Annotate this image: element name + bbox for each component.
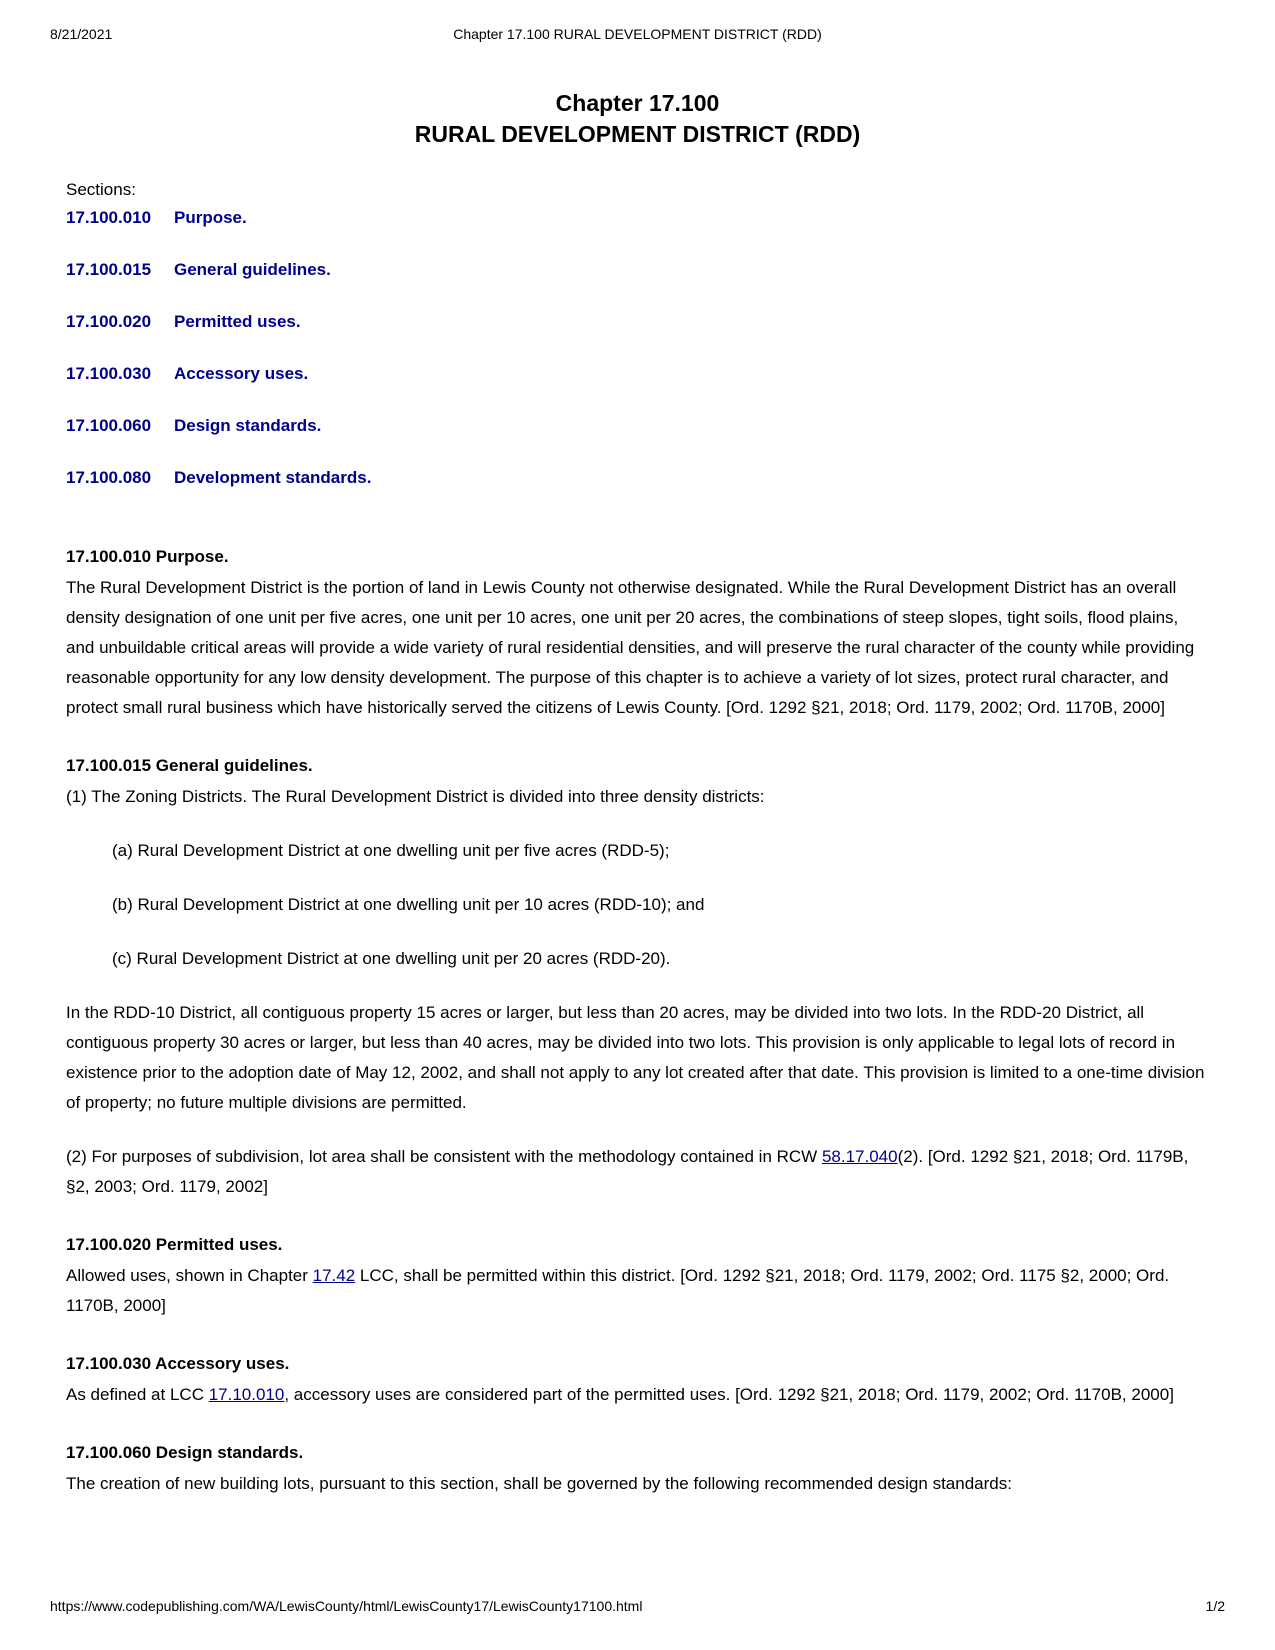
text-segment: (2) For purposes of subdivision, lot area shall be consistent with the methodology contained in RCW <box>66 1147 822 1166</box>
paragraph-zoning-intro: (1) The Zoning Districts. The Rural Development District is divided into three density districts: <box>66 787 765 806</box>
print-footer <box>50 1598 1225 1615</box>
paragraph-accessory-uses <box>66 1380 1209 1410</box>
section-heading: 17.100.030 Accessory uses. <box>66 1354 290 1373</box>
toc-link-number[interactable]: 17.100.060 <box>66 416 152 435</box>
paragraph-subdivision <box>66 1142 1209 1202</box>
section-purpose <box>66 542 1209 723</box>
text-segment: Allowed uses, shown in Chapter <box>66 1266 313 1285</box>
toc-item-general-guidelines <box>66 259 1209 281</box>
footer-url: https://www.codepublishing.com/WA/LewisCounty/html/LewisCounty17/LewisCounty17100.html <box>50 1598 643 1614</box>
toc-item-permitted-uses <box>66 311 1209 333</box>
toc-link-title[interactable]: Purpose. <box>174 208 247 227</box>
chapter-number-line: Chapter 17.100 <box>555 90 720 116</box>
section-design-standards <box>66 1438 1209 1499</box>
print-header-title: Chapter 17.100 RURAL DEVELOPMENT DISTRICT (RDD) <box>453 26 822 42</box>
toc-link-title[interactable]: Design standards. <box>174 416 322 435</box>
paragraph-division-rule: In the RDD-10 District, all contiguous property 15 acres or larger, but less than 20 acres, may be divided into two lots. In the RDD-20 District, all contiguous property 30 acres or larger, but less than 40 acres, may be divided into two lots. This provision is only applicable to legal lots of record in existence prior to the adoption date of May 12, 2002, and shall not apply to any lot created after that date. This provision is limited to a one-time division of property; no future multiple divisions are permitted. <box>66 1003 1205 1112</box>
toc-item-accessory-uses <box>66 363 1209 385</box>
page-indicator: 1/2 <box>1205 1598 1225 1614</box>
toc-link-number[interactable]: 17.100.080 <box>66 468 152 487</box>
section-general-guidelines <box>66 751 1209 1202</box>
section-heading: 17.100.060 Design standards. <box>66 1443 304 1462</box>
toc-link-title[interactable]: Accessory uses. <box>174 364 309 383</box>
print-date: 8/21/2021 <box>50 26 113 42</box>
toc-link-number[interactable]: 17.100.020 <box>66 312 152 331</box>
toc-link-title[interactable]: Development standards. <box>174 468 372 487</box>
print-header <box>50 26 1225 43</box>
chapter-title <box>66 88 1209 150</box>
section-heading: 17.100.015 General guidelines. <box>66 756 313 775</box>
toc-link-title[interactable]: General guidelines. <box>174 260 331 279</box>
list-item-rdd-10: (b) Rural Development District at one dwelling unit per 10 acres (RDD-10); and <box>112 895 705 914</box>
text-segment: (2). [Ord. 1292 §21, 2018; Ord. 1179B, §2, 2003; Ord. 1179, 2002] <box>66 1147 1189 1196</box>
toc-item-purpose <box>66 207 1209 229</box>
rcw-58-17-040-link[interactable]: 58.17.040 <box>821 1147 898 1166</box>
text-segment: , accessory uses are considered part of the permitted uses. [Ord. 1292 §21, 2018; Ord. 1179, 2002; Ord. 1170B, 2000] <box>284 1385 1174 1404</box>
paragraph-permitted-uses <box>66 1261 1209 1321</box>
table-of-contents <box>66 207 1209 489</box>
chapter-name-line: RURAL DEVELOPMENT DISTRICT (RDD) <box>414 121 861 147</box>
text-segment: As defined at LCC <box>66 1385 209 1404</box>
text-segment: LCC, shall be permitted within this district. [Ord. 1292 §21, 2018; Ord. 1179, 2002; Ord. 1175 §2, 2000; Ord. 1170B, 2000] <box>66 1266 1170 1315</box>
toc-link-number[interactable]: 17.100.010 <box>66 208 152 227</box>
section-heading: 17.100.020 Permitted uses. <box>66 1235 283 1254</box>
section-heading: 17.100.010 Purpose. <box>66 547 229 566</box>
sections-label: Sections: <box>66 180 136 199</box>
section-accessory-uses <box>66 1349 1209 1410</box>
lcc-17-10-010-link[interactable]: 17.10.010 <box>208 1385 285 1404</box>
chapter-17-42-link[interactable]: 17.42 <box>312 1266 356 1285</box>
toc-item-design-standards <box>66 415 1209 437</box>
paragraph-design-standards: The creation of new building lots, pursuant to this section, shall be governed by the following recommended design standards: <box>66 1474 1012 1493</box>
list-item-rdd-5: (a) Rural Development District at one dwelling unit per five acres (RDD-5); <box>112 841 670 860</box>
toc-link-title[interactable]: Permitted uses. <box>174 312 301 331</box>
toc-item-development-standards <box>66 467 1209 489</box>
toc-link-number[interactable]: 17.100.030 <box>66 364 152 383</box>
paragraph-purpose-body: The Rural Development District is the portion of land in Lewis County not otherwise designated. While the Rural Development District has an overall density designation of one unit per five acres, one unit per 10 acres, one unit per 20 acres, the combinations of steep slopes, tight soils, flood plains, and unbuildable critical areas will provide a wide variety of rural residential densities, and will preserve the rural character of the county while providing reasonable opportunity for any low density development. The purpose of this chapter is to achieve a variety of lot sizes, protect rural character, and protect small rural business which have historically served the citizens of Lewis County. [Ord. 1292 §21, 2018; Ord. 1179, 2002; Ord. 1170B, 2000] <box>66 578 1195 717</box>
section-permitted-uses <box>66 1230 1209 1321</box>
list-item-rdd-20: (c) Rural Development District at one dwelling unit per 20 acres (RDD-20). <box>112 949 671 968</box>
toc-link-number[interactable]: 17.100.015 <box>66 260 152 279</box>
